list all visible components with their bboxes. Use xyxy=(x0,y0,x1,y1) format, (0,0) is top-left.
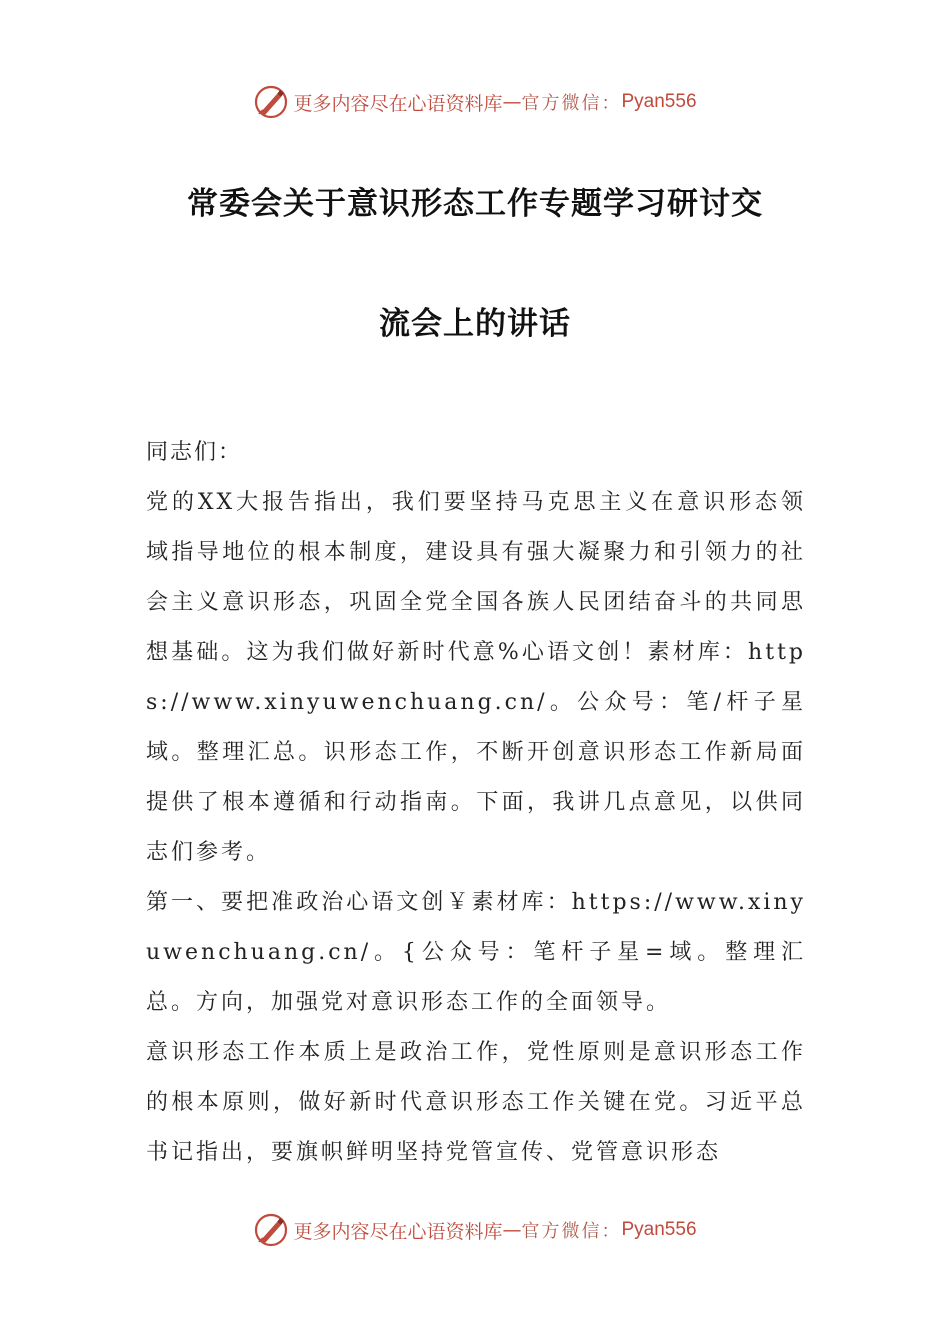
paragraph: 第一、要把准政治心语文创￥素材库：https://www.xinyuwenchuang.cn/。{公众号：笔杆子星=域。整理汇总。方向，加强党对意识形态工作的全面领导。 xyxy=(146,890,806,1015)
paragraph: 党的XX大报告指出，我们要坚持马克思主义在意识形态领域指导地位的根本制度，建设具有强大凝聚力和引领力的社会主义意识形态，巩固全党全国各族人民团结奋斗的共同思想基础。这为我们做好新时代意%心语文创！素材库：https://www.xinyuwenchuang.cn/。公众号：笔/杆子星域。整理汇总。识形态工作，不断开创意识形态工作新局面提供了根本遵循和行动指南。下面，我讲几点意见，以供同志们参考。 xyxy=(146,490,806,865)
pen-logo-icon xyxy=(253,84,289,120)
banner-dash: — xyxy=(502,91,522,113)
header-watermark-banner xyxy=(0,80,950,124)
document-title-line-1: 常委会关于意识形态工作专题学习研讨交 xyxy=(187,186,763,222)
banner-brand-text: 更多内容尽在心语资料库 xyxy=(293,1220,503,1243)
document-body xyxy=(146,428,806,1178)
banner-dash: — xyxy=(502,1219,522,1241)
banner-wechat-id: Pyan556 xyxy=(621,91,697,112)
banner-official-label: 官方微信： xyxy=(521,93,622,114)
banner-brand-text: 更多内容尽在心语资料库 xyxy=(293,92,503,115)
document-title-line-2: 流会上的讲话 xyxy=(379,306,571,342)
greeting: 同志们： xyxy=(146,440,243,465)
pen-logo-icon xyxy=(253,1212,289,1248)
footer-watermark-banner xyxy=(0,1208,950,1252)
banner-wechat-id: Pyan556 xyxy=(621,1219,697,1240)
paragraph: 意识形态工作本质上是政治工作，党性原则是意识形态工作的根本原则，做好新时代意识形态工作关键在党。习近平总书记指出，要旗帜鲜明坚持党管宣传、党管意识形态 xyxy=(146,1040,806,1165)
banner-official-label: 官方微信： xyxy=(521,1221,622,1242)
